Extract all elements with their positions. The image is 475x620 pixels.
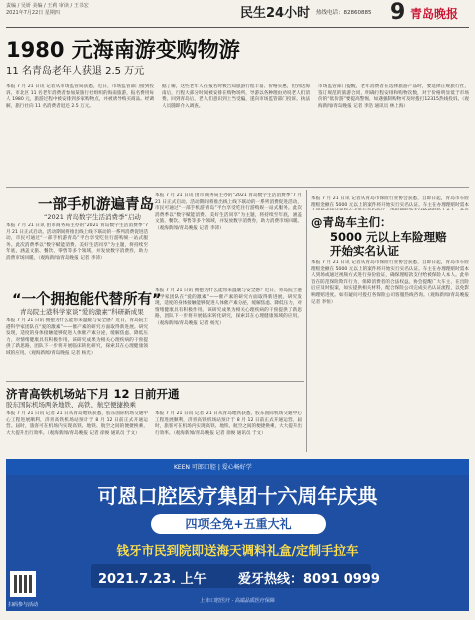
article-4-body-b: 本报 7 月 21 日讯 记者 21 日从青岛地铁获悉，胶东国际机场交通中心工程进展顺利，济青高铁机场站预计于 8 月 12 日前正式开通运营。届时，旅客可在机场内实现高铁、地铁、航空之间的便捷换乘，大大提升出行效率。（观海新闻/青岛晚报 记者 徐俊 通讯员 于文） <box>155 411 302 436</box>
article-2-headline: 一部手机游遍青岛 <box>38 197 154 213</box>
article-2-body-b: 本报 7 月 21 日讯 由市商务局主办的“2021 青岛数字生活消费季”7 月 21 日正式启动。活动期间将推出线上线下联动的一系列消费促进活动，市民可通过“一部手机游青岛”平台享受吃住行游购娱一站式服务。此次消费季以“数字赋能消费、美好生活同享”为主题，将持续至年底，涵盖文旅、餐饮、零售等多个领域，并发放数字消费券，助力消费市场回暖。（观海新闻/青岛晚报 记者 李沛） <box>155 193 302 231</box>
editor-line: 责编 / 吴妍 美编 / 王莉 审读 / 王书宏 <box>6 3 89 9</box>
column-body: 本报 7 月 21 日讯 记者从青岛市保险行业协会获悉，自即日起，青岛市车险理赔金额在 5000 元以上的案件将开始实行实名认证。车主在办理理赔时需本人到场或通过视频方式进行身份验证，确保理赔款支付给被保险人本人。此举旨在防范保险欺诈行为，保障消费者的合法权益。协会提醒广大车主，在出险后应及时报案，如实提供相关材料，配合保险公司完成实名认证流程，以免影响理赔进度。如有疑问可拨打各保险公司客服热线咨询。（观海新闻/青岛晚报 记者 李恒） <box>311 260 469 305</box>
column-tag-line-2: 开始实名认证 <box>330 244 399 258</box>
article-4-headline: 济青高铁机场站下月 12 日前开通 <box>6 387 180 401</box>
lead-divider <box>6 187 469 188</box>
ad-date: 2021.7.23. 上午 <box>98 572 207 587</box>
page-header <box>0 0 475 30</box>
article-3-divider <box>6 381 304 382</box>
article-3-body-a: 本报 7 月 21 日讯 拥抱为什么能带来温暖与安全感？近日，青岛院士港科学家团队在“爱的激素”——催产素的研究方面取得新进展。研究发现，适度的身体接触能够促进人体催产素分泌，缓解焦虑、降低压力，对情绪健康具有积极作用。该研究成果为相关心理疾病的干预提供了新思路，团队下一步将开展临床转化研究，探索其在心理健康领域的应用。（观海新闻/青岛晚报 记者 杨光） <box>6 318 148 356</box>
article-3-headline: “一个拥抱能代替所有” <box>12 292 162 308</box>
ad-phone: 爱牙热线：8091 0999 <box>238 572 380 587</box>
header-divider <box>6 27 469 28</box>
lead-headline: 1980 元海南游变购物游 <box>6 38 240 62</box>
article-3-subheadline: 青岛院士港科学家谈“爱的激素”科研新成果 <box>20 308 144 316</box>
column-divider <box>306 190 307 452</box>
article-2-body-a: 本报 7 月 21 日讯 由市商务局主办的“2021 青岛数字生活消费季”7 月 21 日正式启动。活动期间将推出线上线下联动的一系列消费促进活动，市民可通过“一部手机游青岛”平台享受吃住行游购娱一站式服务。此次消费季以“数字赋能消费、美好生活同享”为主题，将持续至年底，涵盖文旅、餐饮、零售等多个领域，并发放数字消费券，助力消费市场回暖。（观海新闻/青岛晚报 记者 李沛） <box>6 223 148 261</box>
newspaper-logo: 青岛晚报 <box>410 7 459 21</box>
article-2-subheadline: “2021 青岛数字生活消费季”启动 <box>44 213 141 221</box>
advertisement[interactable] <box>6 459 469 611</box>
column-tag-title: @青岛车主们： <box>311 215 392 229</box>
ad-brand: KEEN 可郎口腔 | 爱心畅好学 <box>174 464 252 471</box>
column-tag-line-1: 5000 元以上车险理赔 <box>330 230 447 244</box>
ad-footer: 上市口腔医疗 · 高端品质医疗保障 <box>200 598 275 604</box>
page-number: 9 <box>390 0 406 25</box>
hotline: 热线电话：82860885 <box>316 10 372 16</box>
issue-date: 2021年7月22日 星期四 <box>6 10 60 16</box>
qr-label: 扫码参与活动 <box>8 602 39 608</box>
article-4-subheadline: 胶东国际机场两条地铁、高铁、航空便捷换乘 <box>6 401 136 409</box>
article-4-body-a: 本报 7 月 21 日讯 记者 21 日从青岛地铁获悉，胶东国际机场交通中心工程进展顺利，济青高铁机场站预计于 8 月 12 日前正式开通运营。届时，旅客可在机场内实现高铁、地铁、航空之间的便捷换乘，大大提升出行效率。（观海新闻/青岛晚报 记者 徐俊 通讯员 于文） <box>6 411 148 436</box>
lead-column-2: 据了解，这些老年人在报名时被告知旅游行程丰富、价格实惠，但到达海南后，行程大部分时间被安排在购物场所，导游以各种理由劝说老人们消费。回到青岛后，老人们意识到上当受骗，遂向市场监管部门投诉。执法人员随即介入调查。 <box>162 84 310 109</box>
lead-column-1: 本报 7 月 21 日讯 记者从市场监管局获悉，近日，市场监管部门接到投诉，市北区 11 名老年消费者参加某旅行社组织的海南旅游，报名费用每人 1980 元，旅游过程中被安排到多家购物点，并被诱导购买商品。经调解，旅行社向 11 名消费者退还 2.5 万元。 <box>6 84 154 109</box>
ad-gift-line: 钱牙市民到院即送海天调料礼盒/定制手拉车 <box>116 543 359 558</box>
ad-headline: 可恩口腔医疗集团十六周年庆典 <box>97 484 378 508</box>
editor-credits <box>6 3 89 17</box>
article-3-body-b: 本报 7 月 21 日讯 拥抱为什么能带来温暖与安全感？近日，青岛院士港科学家团队在“爱的激素”——催产素的研究方面取得新进展。研究发现，适度的身体接触能够促进人体催产素分泌，缓解焦虑、降低压力，对情绪健康具有积极作用。该研究成果为相关心理疾病的干预提供了新思路，团队下一步将开展临床转化研究，探索其在心理健康领域的应用。（观海新闻/青岛晚报 记者 杨光） <box>155 288 302 326</box>
qr-code-icon[interactable] <box>10 571 36 597</box>
column-intro: 本报 7 月 21 日讯 记者从青岛市保险行业协会获悉，自即日起，青岛市车险理赔金额在 5000 元以上的案件将开始实行实名认证。车主在办理理赔时需本 <box>311 196 469 208</box>
ad-offer-pill: 四项全免+五重大礼 <box>151 514 326 534</box>
lead-subheadline: 11 名青岛老年人获退 2.5 万元 <box>6 66 145 77</box>
section-title: 民生24小时 <box>240 6 311 21</box>
lead-column-3: 市场监管部门提醒，老年消费者在选择旅游产品时，要选择正规旅行社，签订规范的旅游合同，明确行程安排和购物次数，对于价格明显低于市场价的“低价游”要提高警惕，如遇强制购物可及时拨打12315热线投诉。（观海新闻/青岛晚报 记者 李浩 通讯员 林上海） <box>318 84 469 109</box>
